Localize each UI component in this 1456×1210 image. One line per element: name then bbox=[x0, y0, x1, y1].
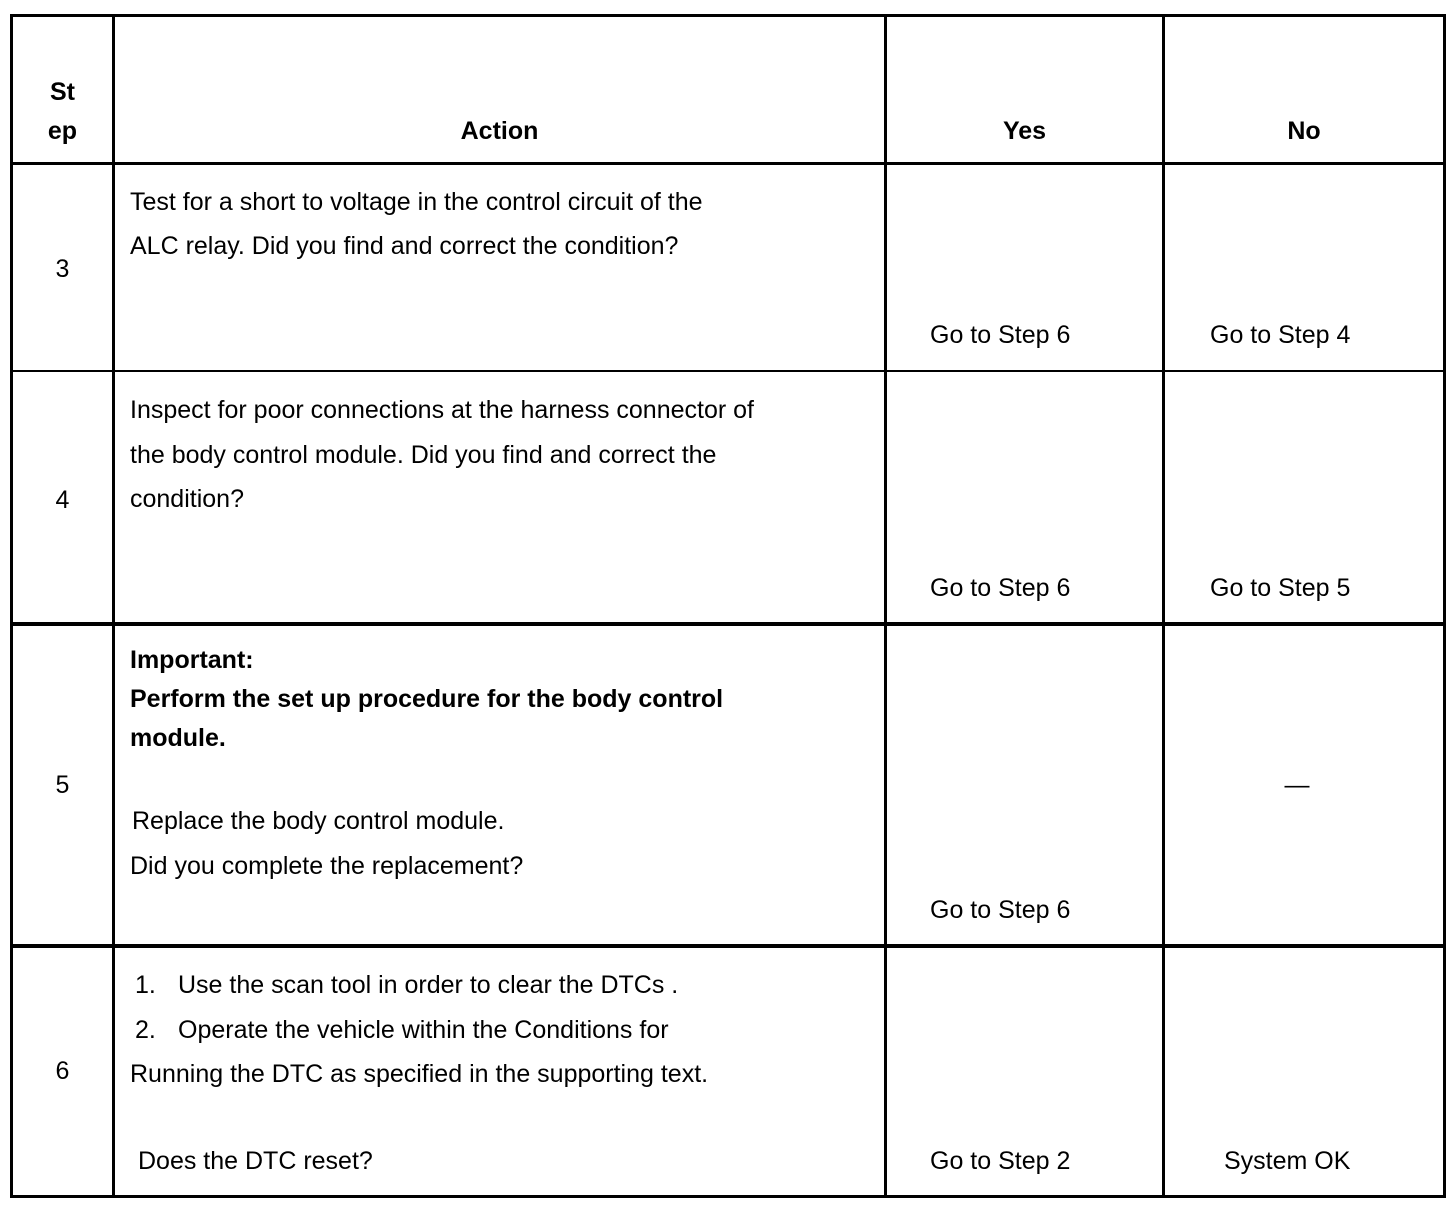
list-item-number: 1. bbox=[135, 971, 156, 999]
action-text: the body control module. Did you find and correct the bbox=[130, 441, 717, 469]
step-number: 3 bbox=[55, 255, 70, 283]
header-step-line2: ep bbox=[47, 117, 78, 145]
header-no: No bbox=[1287, 117, 1321, 145]
no-result: Go to Step 4 bbox=[1210, 321, 1351, 349]
no-result: System OK bbox=[1224, 1147, 1351, 1175]
no-result: Go to Step 5 bbox=[1210, 574, 1351, 602]
important-note: Perform the set up procedure for the body control bbox=[130, 685, 724, 713]
yes-result: Go to Step 6 bbox=[930, 574, 1071, 602]
action-text: condition? bbox=[130, 485, 244, 513]
step-number: 4 bbox=[55, 486, 70, 514]
action-text: Running the DTC as specified in the supporting text. bbox=[130, 1060, 709, 1088]
yes-result: Go to Step 6 bbox=[930, 321, 1071, 349]
action-text: Replace the body control module. bbox=[132, 807, 505, 835]
no-result: — bbox=[1284, 771, 1310, 799]
action-text: Did you complete the replacement? bbox=[130, 852, 524, 880]
action-text: Inspect for poor connections at the harness connector of bbox=[130, 396, 754, 424]
list-item-number: 2. bbox=[135, 1016, 156, 1044]
important-note: module. bbox=[130, 724, 226, 752]
header-step-line1: St bbox=[50, 78, 75, 106]
action-question: Does the DTC reset? bbox=[138, 1147, 373, 1175]
action-text: Test for a short to voltage in the control circuit of the bbox=[130, 188, 703, 216]
column-divider bbox=[112, 15, 115, 1198]
yes-result: Go to Step 6 bbox=[930, 896, 1071, 924]
row-divider bbox=[10, 944, 1446, 948]
list-item-text: Use the scan tool in order to clear the DTCs . bbox=[178, 971, 679, 999]
list-item-text: Operate the vehicle within the Conditions for bbox=[178, 1016, 669, 1044]
action-text: ALC relay. Did you find and correct the condition? bbox=[130, 232, 679, 260]
step-number: 6 bbox=[55, 1057, 70, 1085]
table-border-right bbox=[1443, 15, 1446, 1198]
yes-result: Go to Step 2 bbox=[930, 1147, 1071, 1175]
header-yes: Yes bbox=[1002, 117, 1047, 145]
header-action: Action bbox=[460, 117, 539, 145]
table-border-bottom bbox=[10, 1195, 1446, 1198]
column-divider bbox=[1162, 15, 1165, 1198]
column-divider bbox=[884, 15, 887, 1198]
row-divider bbox=[10, 162, 1446, 165]
row-divider bbox=[10, 370, 1446, 372]
step-number: 5 bbox=[55, 771, 70, 799]
row-divider bbox=[10, 622, 1446, 626]
important-label: Important: bbox=[130, 646, 254, 674]
table-border-top bbox=[10, 14, 1446, 17]
table-border-left bbox=[10, 15, 13, 1198]
